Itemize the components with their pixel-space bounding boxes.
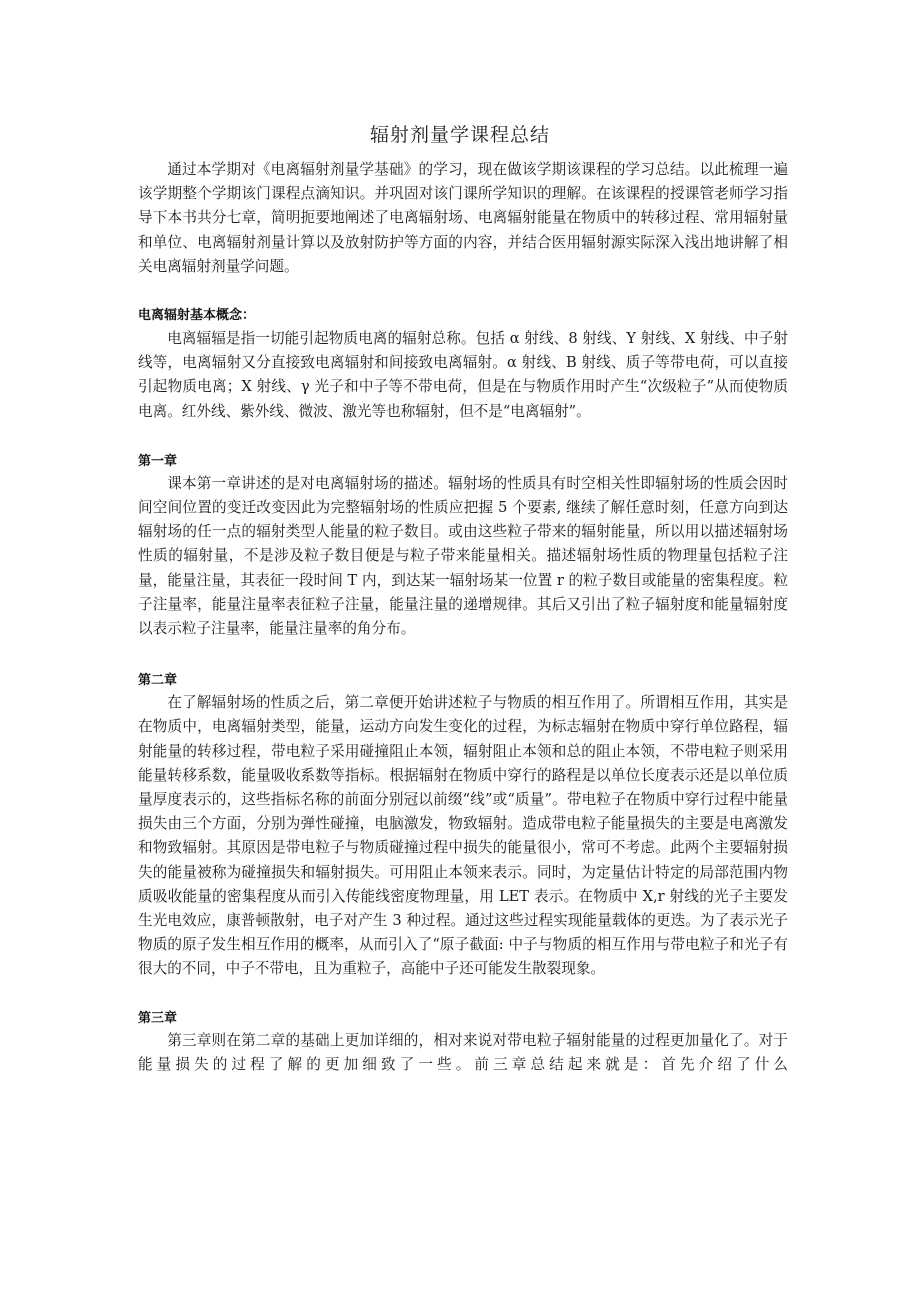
document-title: 辐射剂量学课程总结 [369, 124, 550, 146]
section-paragraph: 第三章则在第二章的基础上更加详细的，相对来说对带电粒子辐射能量的过程更加量化了。对于能量损失的过程了解的更加细致了一些。前三章总结起来就是：首先介绍了什么 [138, 1031, 788, 1073]
section-chapter-3 [138, 1009, 788, 1077]
section-paragraph: 电离辐辐是指一切能引起物质电离的辐射总称。包括 α 射线、8 射线、Y 射线、X 射线、中子射线等，电离辐射又分直接致电离辐射和间接致电离辐射。α 射线、B 射线、质子等带电荷，可以直接引起物质电离；X 射线、γ 光子和中子等不带电荷，但是在与物质作用时产生“次级粒子”从而使物质电离。红外线、紫外线、微波、激光等也称辐射，但不是“电离辐射”。 [138, 330, 788, 420]
intro-paragraph: 通过本学期对《电离辐射剂量学基础》的学习，现在做该学期该课程的学习总结。以此梳理一遍该学期整个学期该门课程点滴知识。并巩固对该门课所学知识的理解。在该课程的授课管老师学习指导下本书共分七章，简明扼要地阐述了电离辐射场、电离辐射能量在物质中的转移过程、常用辐射量和单位、电离辐射剂量计算以及放射防护等方面的内容，并结合医用辐射源实际深入浅出地讲解了相关电离辐射剂量学问题。 [138, 161, 788, 275]
section-heading: 第二章 [138, 673, 178, 689]
section-chapter-1 [138, 452, 788, 641]
section-chapter-2 [138, 671, 788, 981]
section-paragraph: 在了解辐射场的性质之后，第二章便开始讲述粒子与物质的相互作用了。所谓相互作用，其实是在物质中，电离辐射类型，能量，运动方向发生变化的过程，为标志辐射在物质中穿行单位路程，辐射能量的转移过程，带电粒子采用碰撞阻止本领，辐射阻止本领和总的阻止本领，不带电粒子则采用能量转移系数，能量吸收系数等指标。根据辐射在物质中穿行的路程是以单位长度表示还是以单位质量厚度表示的，这些指标名称的前面分别冠以前缀“线”或“质量”。带电粒子在物质中穿行过程中能量损失由三个方面，分别为弹性碰撞，电脑激发，物致辐射。造成带电粒子能量损失的主要是电离激发和物致辐射。其原因是带电粒子与物质碰撞过程中损失的能量很小，常可不考虑。此两个主要辐射损失的能量被称为碰撞损失和辐射损失。可用阻止本领来表示。同时，为定量估计特定的局部范围内物质吸收能量的密集程度从而引入传能线密度物理量，用 LET 表示。在物质中 X,r 射线的光子主要发生光电效应，康普顿散射，电子对产生 3 种过程。通过这些过程实现能量载体的更迭。为了表示光子物质的原子发生相互作用的概率，从而引入了“原子截面: 中子与物质的相互作用与带电粒子和光子有很大的不同，中子不带电，且为重粒子，高能中子还可能发生散裂现象。 [138, 694, 788, 978]
section-paragraph: 课本第一章讲述的是对电离辐射场的描述。辐射场的性质具有时空相关性即辐射场的性质会因时间空间位置的变迁改变因此为完整辐射场的性质应把握 5 个要素, 继续了解任意时刻，任意方向到达辐射场的任一点的辐射类型人能量的粒子数目。或由这些粒子带来的辐射能量，所以用以描述辐射场性质的辐射量，不是涉及粒子数目便是与粒子带来能量相关。描述辐射场性质的物理量包括粒子注量，能量注量，其表征一段时间 T 内，到达某一辐射场某一位置 r 的粒子数目或能量的密集程度。粒子注量率，能量注量率表征粒子注量，能量注量的递增规律。其后又引出了粒子辐射度和能量辐射度以表示粒子注量率，能量注量率的角分布。 [138, 474, 788, 638]
document-body [138, 158, 788, 1077]
section-heading: 电离辐射基本概念： [138, 308, 256, 324]
section-basic-concepts [138, 306, 788, 424]
section-heading: 第一章 [138, 453, 178, 469]
section-heading: 第三章 [138, 1010, 178, 1026]
